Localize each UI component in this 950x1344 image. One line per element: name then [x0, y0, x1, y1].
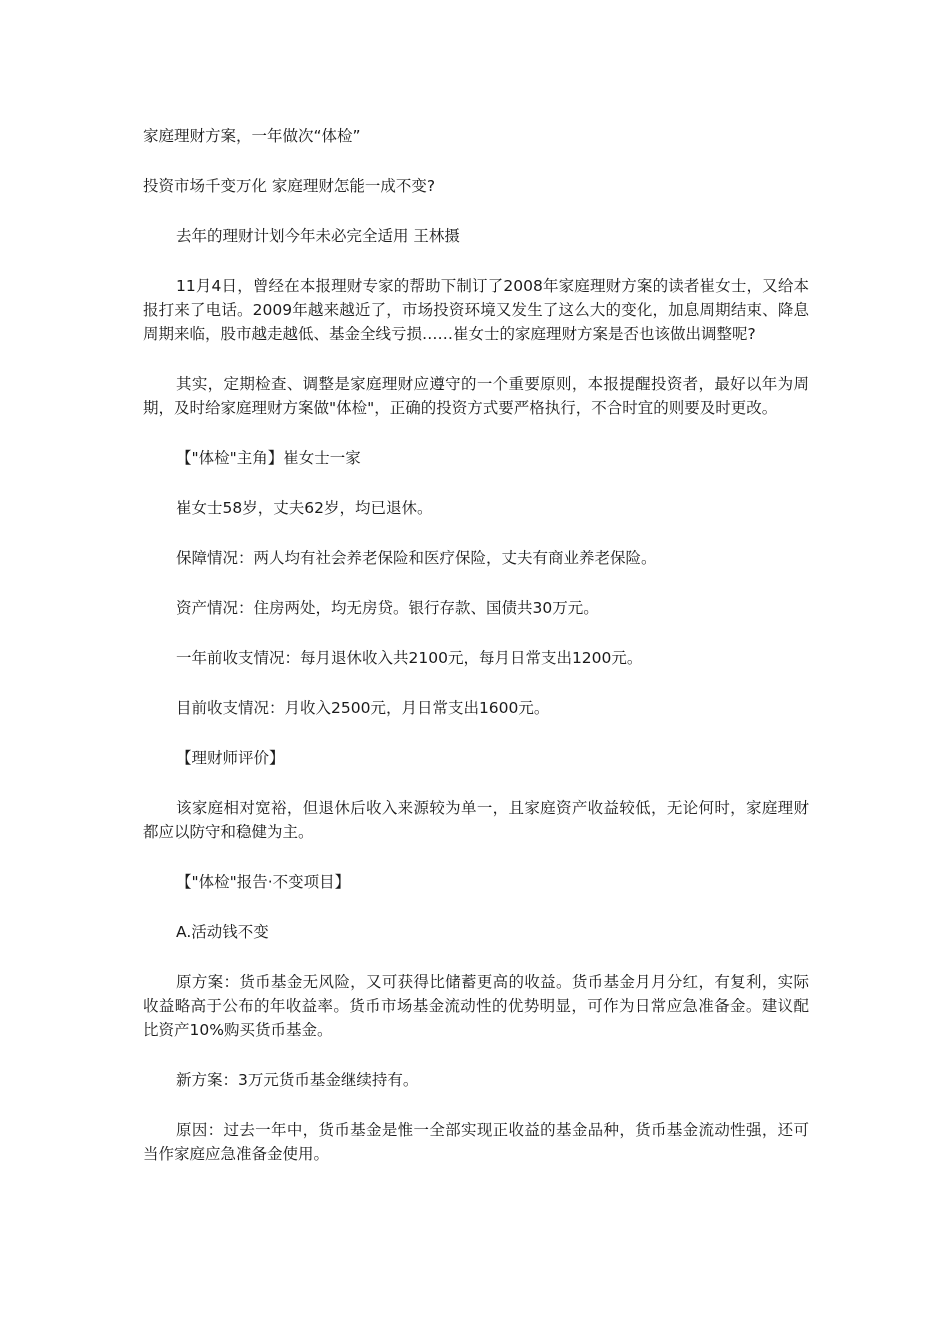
paragraph-age: 崔女士58岁，丈夫62岁，均已退休。: [176, 499, 433, 517]
article-title: 家庭理财方案，一年做次“体检”: [143, 127, 361, 145]
paragraph-assets: 资产情况：住房两处，均无房贷。银行存款、国债共30万元。: [176, 599, 599, 617]
section-heading-subject: 【"体检"主角】崔女士一家: [176, 449, 361, 467]
photo-caption: 去年的理财计划今年未必完全适用 王林摄: [176, 227, 460, 245]
article-subtitle: 投资市场千变万化 家庭理财怎能一成不变?: [143, 177, 436, 195]
section-heading-report: 【"体检"报告·不变项目】: [176, 873, 351, 891]
subheading-a: A.活动钱不变: [176, 923, 269, 941]
paragraph-intro: 11月4日，曾经在本报理财专家的帮助下制订了2008年家庭理财方案的读者崔女士，又给本报打来了电话。2009年越来越近了，市场投资环境又发生了这么大的变化，加息周期结束、降息周期来临，股市越走越低、基金全线亏损……崔女士的家庭理财方案是否也该做出调整呢?: [143, 277, 809, 343]
paragraph-current-income: 目前收支情况：月收入2500元，月日常支出1600元。: [176, 699, 550, 717]
section-heading-evaluation: 【理财师评价】: [176, 749, 285, 767]
paragraph-new-plan: 新方案：3万元货币基金继续持有。: [176, 1071, 419, 1089]
paragraph-evaluation: 该家庭相对宽裕，但退休后收入来源较为单一，且家庭资产收益较低，无论何时，家庭理财都应以防守和稳健为主。: [143, 799, 809, 841]
paragraph-original-plan: 原方案：货币基金无风险，又可获得比储蓄更高的收益。货币基金月月分红，有复利，实际收益略高于公布的年收益率。货币市场基金流动性的优势明显，可作为日常应急准备金。建议配比资产10%购买货币基金。: [143, 973, 809, 1039]
paragraph-insurance: 保障情况：两人均有社会养老保险和医疗保险，丈夫有商业养老保险。: [176, 549, 657, 567]
paragraph-principle: 其实，定期检查、调整是家庭理财应遵守的一个重要原则，本报提醒投资者，最好以年为周期，及时给家庭理财方案做"体检"，正确的投资方式要严格执行，不合时宜的则要及时更改。: [143, 375, 809, 417]
document-page: [143, 124, 809, 1192]
paragraph-reason: 原因：过去一年中，货币基金是惟一全部实现正收益的基金品种，货币基金流动性强，还可当作家庭应急准备金使用。: [143, 1121, 809, 1163]
paragraph-past-income: 一年前收支情况：每月退休收入共2100元，每月日常支出1200元。: [176, 649, 643, 667]
